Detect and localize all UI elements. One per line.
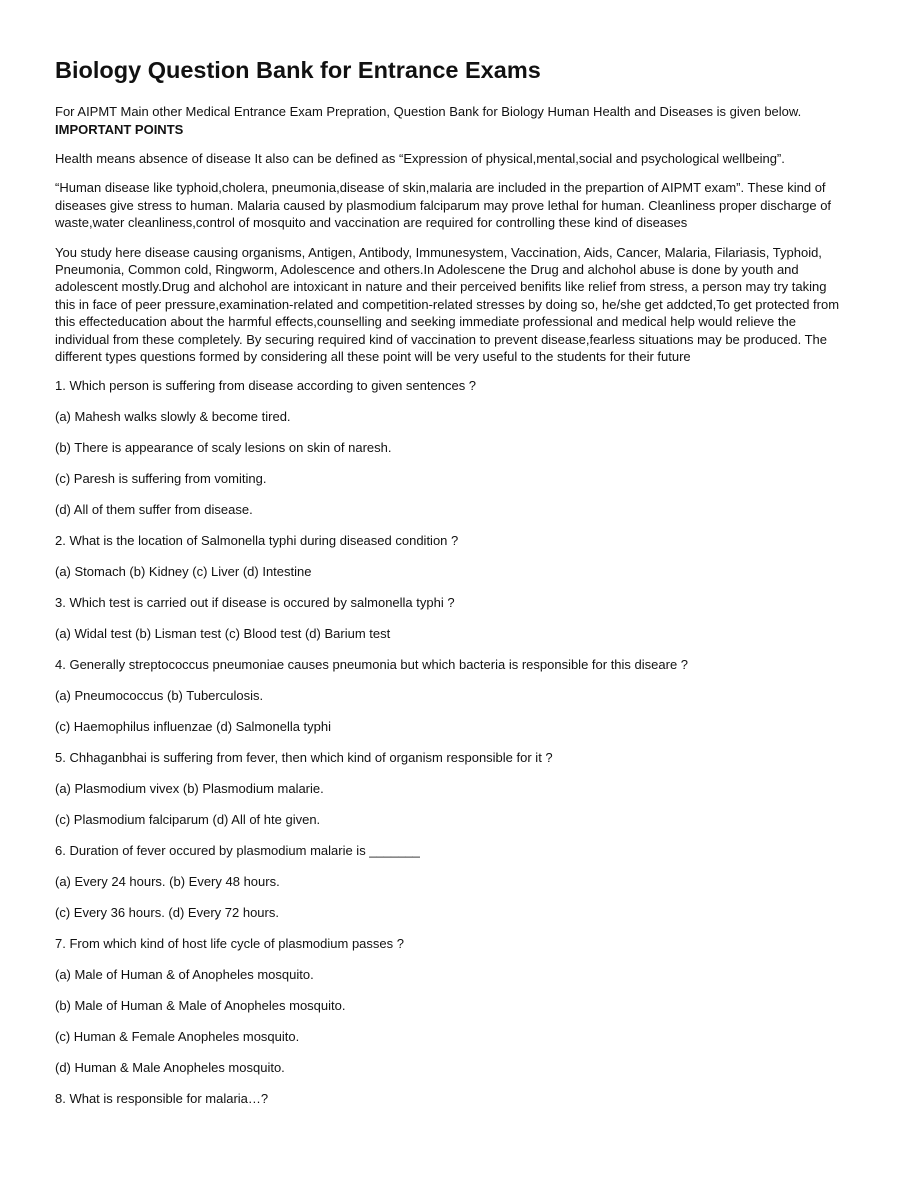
question-7-option-d: (d) Human & Male Anopheles mosquito. [55, 1060, 285, 1076]
important-points-heading: IMPORTANT POINTS [55, 121, 184, 137]
question-4-options-cd: (c) Haemophilus influenzae (d) Salmonella typhi [55, 719, 332, 735]
question-4: 4. Generally streptococcus pneumoniae causes pneumonia but which bacteria is responsible for this diseare ? [55, 657, 689, 673]
question-5-options-cd: (c) Plasmodium falciparum (d) All of hte given. [55, 812, 321, 828]
paragraph-health-definition: Health means absence of disease It also can be defined as “Expression of physical,mental,social and psychological wellbeing”. [55, 151, 785, 166]
question-1-option-c: (c) Paresh is suffering from vomiting. [55, 471, 267, 487]
question-1: 1. Which person is suffering from disease according to given sentences ? [55, 378, 477, 394]
question-3-options: (a) Widal test (b) Lisman test (c) Blood test (d) Barium test [55, 626, 391, 642]
question-6: 6. Duration of fever occured by plasmodium malarie is _______ [55, 843, 420, 859]
question-5-options-ab: (a) Plasmodium vivex (b) Plasmodium malarie. [55, 781, 324, 797]
question-8: 8. What is responsible for malaria…? [55, 1091, 269, 1107]
document-page [55, 56, 850, 1121]
question-2-options: (a) Stomach (b) Kidney (c) Liver (d) Intestine [55, 564, 312, 580]
question-7-option-a: (a) Male of Human & of Anopheles mosquito. [55, 967, 314, 983]
question-3: 3. Which test is carried out if disease is occured by salmonella typhi ? [55, 595, 455, 611]
question-5: 5. Chhaganbhai is suffering from fever, then which kind of organism responsible for it ? [55, 750, 553, 766]
question-7-option-c: (c) Human & Female Anopheles mosquito. [55, 1029, 300, 1045]
intro-text: For AIPMT Main other Medical Entrance Exam Prepration, Question Bank for Biology Human Health and Diseases is given below. [55, 104, 802, 119]
paragraph-topics: You study here disease causing organisms, Antigen, Antibody, Immunesystem, Vaccination, Aids, Cancer, Malaria, Filariasis, Typhoid, Pneumonia, Common cold, Ringworm, Adolescence and others.In Adolescene the Drug and alchohol abuse is done by youth and adolescent mostly.Drug and alchohol are intoxicant in nature and their perceived benifits like relief from stress, a person may try taking this in face of peer pressure,examination-related and competition-related stresses by doing so, he/she get addcted,To get protected from this effecteducation about the harmful effects,counselling and seeking immediate professional and medical help would relieve the individual from these completely. By securing required kind of vaccination to prevent disease,fearless situations may be produced. The different types questions formed by considering all these point will be very useful to the students for their future [55, 244, 840, 365]
question-2: 2. What is the location of Salmonella typhi during diseased condition ? [55, 533, 459, 549]
question-1-option-a: (a) Mahesh walks slowly & become tired. [55, 409, 291, 425]
paragraph-human-disease: “Human disease like typhoid,cholera, pneumonia,disease of skin,malaria are included in the prepartion of AIPMT exam”. These kind of diseases give stress to human. Malaria caused by plasmodium falciparum may prove lethal for human. Cleanliness proper discharge of waste,water cleanliness,control of mosquito and vaccination are required for controlling these kind of diseases [55, 180, 832, 231]
question-7-option-b: (b) Male of Human & Male of Anopheles mosquito. [55, 998, 346, 1014]
question-6-options-ab: (a) Every 24 hours. (b) Every 48 hours. [55, 874, 280, 890]
question-6-options-cd: (c) Every 36 hours. (d) Every 72 hours. [55, 905, 279, 921]
page-title: Biology Question Bank for Entrance Exams [55, 57, 541, 83]
question-1-option-b: (b) There is appearance of scaly lesions on skin of naresh. [55, 440, 392, 456]
question-1-option-d: (d) All of them suffer from disease. [55, 502, 253, 518]
question-7: 7. From which kind of host life cycle of plasmodium passes ? [55, 936, 404, 952]
question-4-options-ab: (a) Pneumococcus (b) Tuberculosis. [55, 688, 264, 704]
